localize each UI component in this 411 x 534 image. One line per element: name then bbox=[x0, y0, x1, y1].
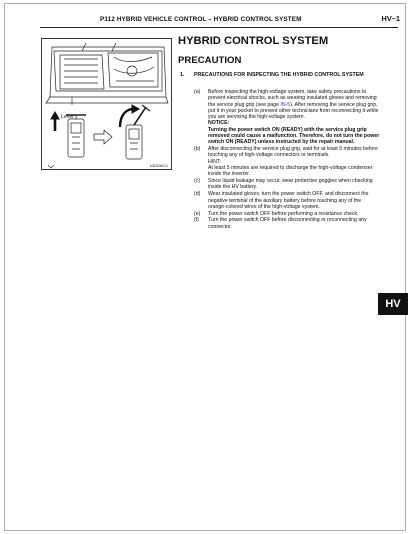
list-item bbox=[194, 146, 380, 177]
list-item bbox=[194, 217, 380, 230]
item-text: Before inspecting the high-voltage system, take safety precautions to prevent electrical shocks, such as wearing insulated gloves and removing the service plug grip (see page bbox=[208, 89, 377, 108]
service-plug-diagram bbox=[42, 39, 173, 171]
hint-title: HINT: bbox=[208, 158, 221, 165]
lever-label: Lever bbox=[61, 114, 74, 120]
header-rule bbox=[40, 27, 398, 28]
item-label: (c) bbox=[194, 178, 201, 185]
item-text: ). After removing the service plug grip, put it in your pocket to prevent other technicians from reconnecting it while you are servicing the high-voltage system. bbox=[208, 101, 379, 121]
subsection-title: PRECAUTION bbox=[178, 55, 242, 66]
precaution-list bbox=[194, 89, 380, 231]
service-plug-illustration bbox=[41, 38, 172, 170]
page-reference-link[interactable]: IN-5 bbox=[280, 101, 291, 108]
notice-body: Turning the power switch ON (READY) with the service plug grip removed could cause a malfunction. Therefore, do not turn the power switch ON (READY) unless instructed by the repair manual. bbox=[208, 126, 380, 146]
item-text: Turn the power switch OFF before performing a resistance check. bbox=[208, 210, 359, 217]
item-label: (d) bbox=[194, 191, 201, 198]
figure-code: A083836E01 bbox=[149, 164, 168, 168]
list-item bbox=[194, 178, 380, 191]
item-label: (f) bbox=[194, 217, 199, 224]
item-label: (b) bbox=[194, 146, 201, 153]
item-text: Wear insulated gloves, turn the power switch OFF, and disconnect the negative terminal of the auxiliary battery before touching any of the orange-colored wires of the high-voltage system. bbox=[208, 191, 369, 210]
notice-title: NOTICE: bbox=[208, 120, 230, 127]
header-title: P112 HYBRID VEHICLE CONTROL – HYBRID CONTROL SYSTEM bbox=[100, 16, 302, 23]
hint-body: At least 5 minutes are required to discharge the high-voltage condenser inside the inverter. bbox=[208, 165, 373, 178]
item-label: (e) bbox=[194, 210, 201, 217]
section-tab-hv[interactable]: HV bbox=[378, 293, 408, 315]
item-text: Turn the power switch OFF before disconnecting or reconnecting any connector. bbox=[208, 217, 367, 230]
list-item bbox=[194, 211, 380, 217]
page-header bbox=[40, 14, 400, 28]
item-text: Since liquid leakage may occur, wear protective goggles when checking inside the HV battery. bbox=[208, 178, 373, 191]
item-text: After disconnecting the service plug grip, wait for at least 5 minutes before touching any of high-voltage connectors or terminals. bbox=[208, 146, 378, 159]
section-title: HYBRID CONTROL SYSTEM bbox=[178, 35, 329, 47]
header-page-number: HV–1 bbox=[381, 14, 400, 23]
item-label: (a) bbox=[194, 89, 201, 95]
list-item bbox=[194, 191, 380, 210]
list-item bbox=[194, 89, 380, 146]
step-title: PRECAUTIONS FOR INSPECTING THE HYBRID CONTROL SYSTEM bbox=[194, 72, 364, 78]
step-number: 1. bbox=[180, 72, 185, 78]
